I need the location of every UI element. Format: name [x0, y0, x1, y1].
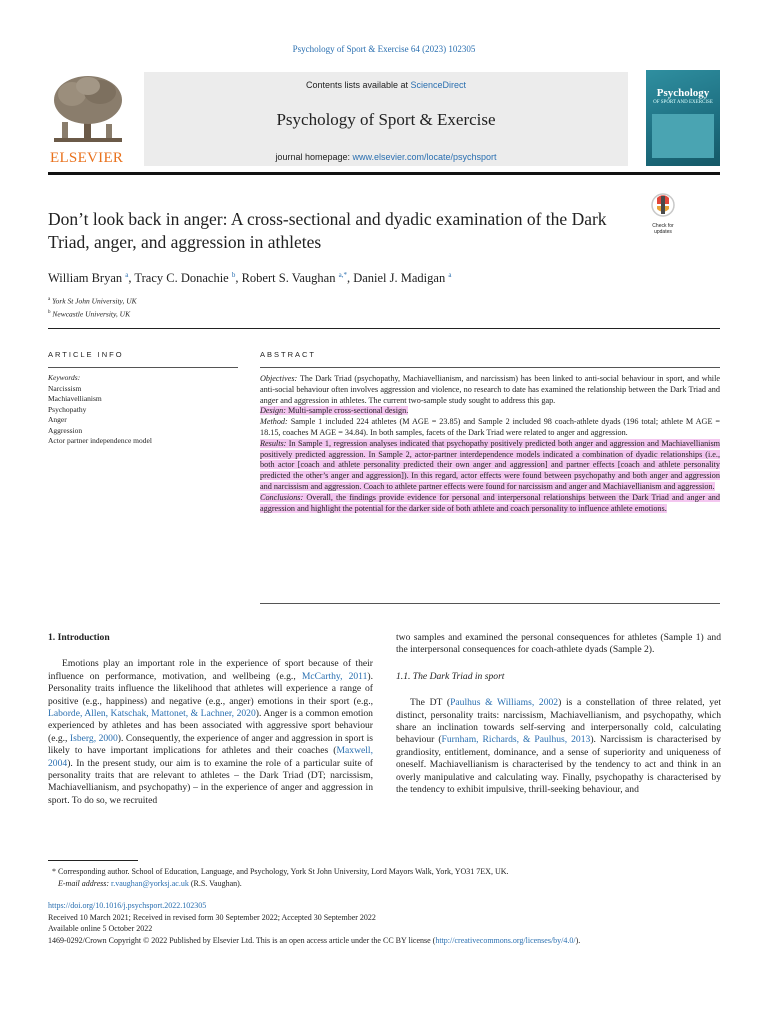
journal-cover-image [646, 70, 720, 166]
journal-title: Psychology of Sport & Exercise [276, 110, 496, 129]
abstract-divider [260, 367, 720, 368]
affiliation-a: $^a$ York St John University, UK [48, 296, 137, 306]
footnote-divider [48, 860, 138, 861]
keyword: Narcissism [48, 383, 82, 393]
citation-link[interactable]: Laborde, Allen, Katschak, Mattonet, & Lachner, 2020 [48, 708, 256, 720]
contents-line: Contents lists available at ScienceDirect [305, 80, 467, 90]
article-info-divider [48, 367, 238, 368]
keyword: Aggression [48, 425, 83, 435]
received-dates: Received 10 March 2021; Received in revised form 30 September 2022; Accepted 30 September 2022 [48, 912, 376, 922]
abstract-results: Results: In Sample 1, regression analyses indicated that psychopathy positively predicted both anger and aggression and Machiavellianism positively predicted aggression. In Sample 2, actor-partner interdependence models indicated a combination of dyadic relationships (i.e., both actor [coach and athlete personality predicted their own anger and aggression] and partner effects [coach and athlete personality predicted the other’s anger and aggression]). In this regard, actor effects were found between psychopathy and both anger and aggression and narcissism and aggression. Coach to athlete partner effects were found for narcissism and anger and Machiavellianism and aggression. [260, 438, 720, 491]
sciencedirect-link[interactable]: ScienceDirect [410, 80, 467, 90]
intro-paragraph: Emotions play an important role in the experience of sport because of their influence on performance, motivation, and wellbeing (e.g., McCarthy, 2011). Personality traits influence the likelihood that athletes will experience a range of positive (e.g., happiness) and negative (e.g., anger) emotions in their sport (e.g., Laborde, Allen, Katschak, Mattonet, & Lachner, 2020). Anger is a common emotion experienced by athletes and has been associated with aggressive sport behaviour (e.g., Isberg, 2000). Consequently, the experience of anger and aggression in sport is likely to have important implications for athletes and their coaches (Maxwell, 2004). In the present study, our aim is to examine the role of a particular suite of personality traits that are relevant to athletes – the Dark Triad (DT; narcissism, Machiavellianism, and psychopathy) – in the experience of anger and aggression in sport. To do so, we recruited [48, 658, 373, 806]
dark-triad-subheading: 1.1. The Dark Triad in sport [396, 670, 505, 682]
abstract-heading: ABSTRACT [260, 350, 317, 359]
check-for-updates-icon[interactable] [648, 192, 678, 235]
citation-link[interactable]: Isberg, 2000 [69, 732, 118, 744]
corresponding-author-footnote: * Corresponding author. School of Education, Language, and Psychology, York St John University, Lord Mayors Walk, York, YO31 7EX, UK. E-mail address: r.vaughan@yorksj.ac.uk (R.S. Vaughan). [52, 867, 509, 888]
title-divider [48, 328, 720, 329]
check-for-updates-label: Check for updates [652, 223, 674, 235]
dark-triad-paragraph: The DT (Paulhus & Williams, 2002) is a constellation of three related, yet distinct, personality traits: narcissism, Machiavellianism, and psychopathy, which share an inclination towards self-serving and interpersonally cold, calculating behaviour (Furnham, Richards, & Paulhus, 2013). Narcissism is characterised by grandiosity, entitlement, dominance, and a sense of superiority and uniqueness of oneself. Machiavellianism is characterised by the tendency to act and think in an overly manipulative and calculating way. Finally, psychopathy is characterised by the tendency to exhibit impulsive, thrill-seeking behaviour, and [396, 697, 722, 796]
affiliations [48, 294, 137, 319]
publication-info [48, 900, 728, 946]
citation-link[interactable]: McCarthy, 2011 [301, 670, 368, 682]
abstract-objectives: Objectives: The Dark Triad (psychopathy, Machiavellianism, and narcissism) has been linked to anti-social behaviour in sport, and while anti-social behaviour often involves aggression and violence, no research to date has examined the relationship between the Dark Triad and anger and aggression in athletes. The current two-sample study sought to address this gap. [260, 374, 720, 405]
abstract-design: Design: Multi-sample cross-sectional design. [260, 406, 409, 416]
cover-subtitle: OF SPORT AND EXERCISE [653, 100, 713, 105]
author-2[interactable]: Tracy C. Donachie $^b$ [134, 271, 236, 286]
citation-link[interactable]: Furnham, Richards, & Paulhus, 2013 [441, 734, 591, 746]
license-link[interactable]: http://creativecommons.org/licenses/by/4.0/ [435, 935, 576, 945]
homepage-line: journal homepage: www.elsevier.com/locate/psychsport [275, 152, 497, 162]
publisher-logo-text: ELSEVIER [50, 150, 124, 166]
author-4[interactable]: Daniel J. Madigan $^a$ [353, 271, 452, 286]
keyword: Actor partner independence model [48, 436, 152, 445]
header-divider [48, 172, 720, 175]
keywords-label: Keywords: [48, 373, 81, 382]
continued-paragraph: two samples and examined the personal consequences for athletes (Sample 1) and the interpersonal consequences for coach-athlete dyads (Sample 2). [396, 632, 721, 656]
introduction-heading: 1. Introduction [48, 632, 110, 643]
abstract-bottom-divider [260, 603, 720, 604]
article-title: Don’t look back in anger: A cross-sectional and dyadic examination of the Dark Triad, anger, and aggression in athletes [48, 209, 607, 252]
abstract-conclusions: Conclusions: Overall, the findings provide evidence for personal and interpersonal relationships between the Dark Triad and anger and aggression and highlight the potential for the darker side of both athlete and coach personality to influence athlete emotions. [260, 492, 720, 513]
cover-photo [652, 114, 714, 158]
author-1[interactable]: William Bryan $^a$ [48, 271, 129, 286]
keyword: Anger [48, 415, 67, 424]
email-link[interactable]: r.vaughan@yorksj.ac.uk [111, 879, 189, 888]
body-column-right [396, 632, 721, 796]
author-list: William Bryan $^a$, Tracy C. Donachie $^b$, Robert S. Vaughan $^{a,*}$, Daniel J. Madigan $^a$ [48, 271, 452, 286]
keyword: Psychopathy [48, 404, 87, 414]
journal-header [48, 70, 720, 168]
doi-link[interactable]: https://doi.org/10.1016/j.psychsport.2022.102305 [48, 901, 207, 910]
citation-link[interactable]: Maxwell, 2004 [48, 745, 373, 769]
abstract-text [260, 374, 720, 514]
citation-link[interactable]: Paulhus & Williams, 2002 [450, 697, 559, 709]
affiliation-b: $^b$ Newcastle University, UK [48, 309, 131, 318]
abstract-method: Method: Sample 1 included 224 athletes (M AGE = 23.85) and Sample 2 included 98 coach-athlete dyads (196 total; athlete M AGE = 18.15, coaches M AGE = 34.84). In both samples, facets of the Dark Triad were related to anger and aggression. [260, 417, 721, 437]
copyright: 1469-0292/Crown Copyright © 2022 Published by Elsevier Ltd. This is an open access article under the CC BY license (http://creativecommons.org/licenses/by/4.0/). [48, 935, 581, 945]
available-online: Available online 5 October 2022 [48, 924, 153, 933]
journal-banner [144, 72, 628, 166]
journal-reference[interactable]: Psychology of Sport & Exercise 64 (2023) 102305 [292, 44, 476, 54]
keyword: Machiavellianism [48, 394, 102, 403]
author-3[interactable]: Robert S. Vaughan $^{a,*}$ [241, 271, 347, 286]
body-column-left [48, 632, 373, 807]
article-info-heading: ARTICLE INFO [48, 350, 124, 359]
homepage-link[interactable]: www.elsevier.com/locate/psychsport [352, 152, 497, 162]
keywords-list [48, 373, 152, 447]
cover-title: Psychology [656, 87, 710, 99]
